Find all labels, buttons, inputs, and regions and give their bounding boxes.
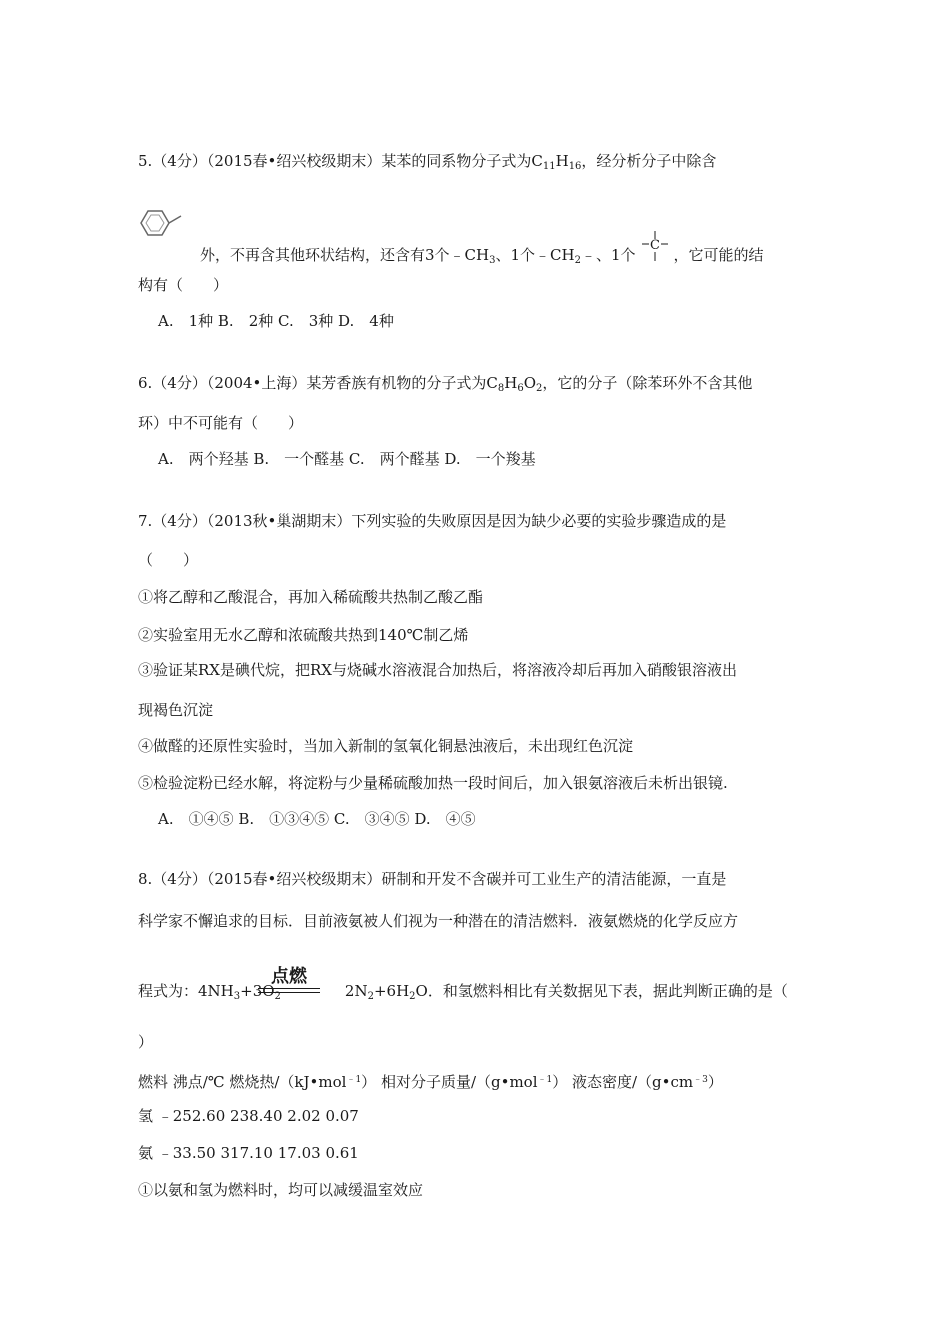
q7-item-1: ①将乙醇和乙酸混合，再加入稀硫酸共热制乙酸乙酯: [138, 588, 484, 606]
reaction-condition: 点燃: [271, 966, 307, 987]
q7-item-3-cont: 现褐色沉淀: [138, 701, 214, 719]
q7-line-2: （ ）: [138, 551, 199, 569]
q8-item-1: ①以氨和氢为燃料时，均可以减缓温室效应: [138, 1181, 424, 1199]
q8-line-4: ）: [138, 1033, 154, 1051]
q5-line-2: 外，不再含其他环状结构，还含有3个$﹣CH_3$、1个$﹣CH_2﹣$、1个 C ，它可能的结: [200, 230, 764, 271]
q8-line-1: 8.（4分）（2015春•绍兴校级期末）研制和开发不含碳并可工业生产的清洁能源，一直是: [138, 870, 727, 888]
q7-item-2: ②实验室用无水乙醇和浓硫酸共热到140℃制乙烯: [138, 626, 469, 644]
svg-text:C: C: [649, 238, 660, 253]
q5-line-1: 5.（4分）（2015春•绍兴校级期末）某苯的同系物分子式为$C_{11}H_{16}$，经分析分子中除含: [138, 152, 717, 172]
q8-table-header: 燃料 沸点/℃ 燃烧热/（kJ•mol$^{﹣1}$） 相对分子质量/（g•mol$^{﹣1}$） 液态密度$/(g•cm^{﹣3})$: [138, 1073, 723, 1091]
q7-item-3: ③验证某RX是碘代烷，把RX与烧碱水溶液混合加热后，将溶液冷却后再加入硝酸银溶液出: [138, 661, 737, 679]
q6-options: A. 两个羟基 B. 一个醛基 C. 两个醛基 D. 一个羧基: [158, 450, 536, 468]
q6-line-1: 6.（4分）（2004•上海）某芳香族有机物的分子式为$C_8H_6O_2$，它的分子（除苯环外不含其他: [138, 374, 753, 394]
q6-line-2: 环）中不可能有（ ）: [138, 414, 304, 432]
q7-line-1: 7.（4分）（2013秋•巢湖期末）下列实验的失败原因是因为缺少必要的实验步骤造成的是: [138, 512, 727, 530]
q8-table-row-hydrogen: 氢 ﹣252.60 238.40 2.02 0.07: [138, 1107, 359, 1125]
q5-options: A. 1种 B. 2种 C. 3种 D. 4种: [158, 312, 394, 330]
q7-item-5: ⑤检验淀粉已经水解，将淀粉与少量稀硫酸加热一段时间后，加入银氨溶液后未析出银镜.: [138, 774, 728, 792]
q7-item-4: ④做醛的还原性实验时，当加入新制的氢氧化铜悬浊液后，未出现红色沉淀: [138, 737, 634, 755]
q8-line-2: 科学家不懈追求的目标．目前液氨被人们视为一种潜在的清洁燃料．液氨燃烧的化学反应方: [138, 912, 739, 930]
q8-table-row-ammonia: 氨 ﹣33.50 317.10 17.03 0.61: [138, 1144, 359, 1162]
benzene-ring-icon: [138, 207, 184, 241]
q7-options: A. ①④⑤ B. ①③④⑤ C. ③④⑤ D. ④⑤: [158, 810, 476, 828]
q5-line-3: 构有（ ）: [138, 276, 229, 294]
quaternary-carbon-icon: [640, 230, 670, 266]
q8-equation: 程式为：$4NH_3+3O_2$ $2N_2+6H_2O$．和氢燃料相比有关数据见下表，据此判断正确的是（: [138, 982, 788, 1002]
